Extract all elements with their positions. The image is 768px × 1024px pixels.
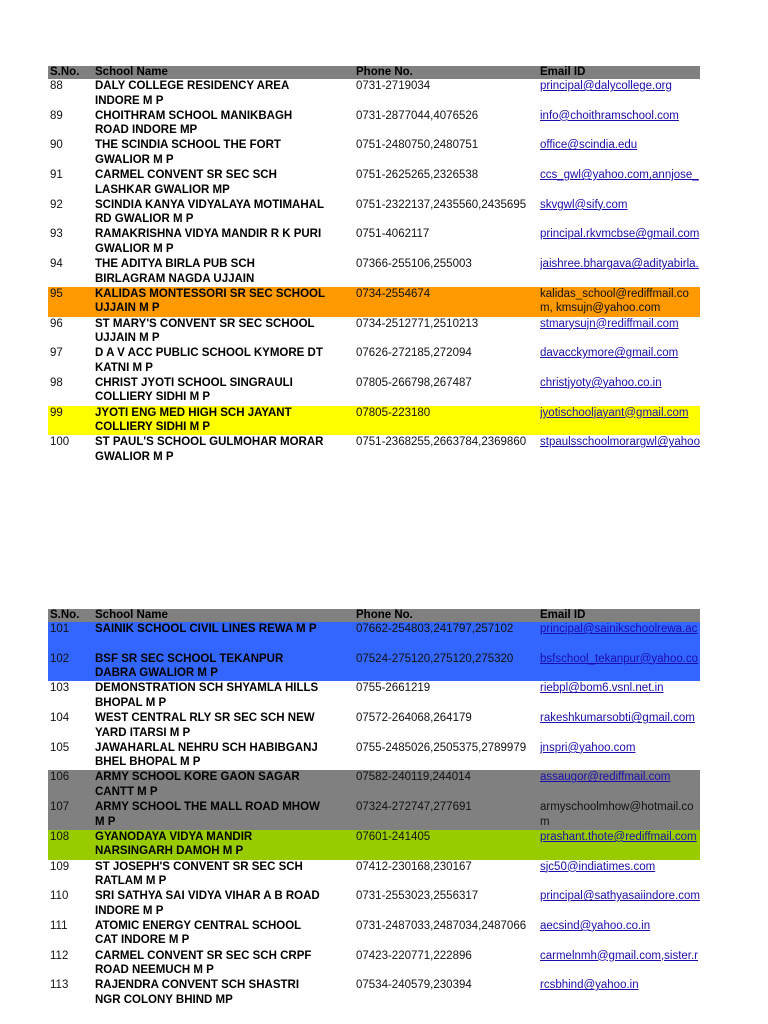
table-row <box>48 949 700 979</box>
table-row <box>48 889 700 919</box>
cell-school-name: CHOITHRAM SCHOOL MANIKBAGH ROAD INDORE MP <box>95 109 293 137</box>
school-table-1 <box>48 66 700 465</box>
cell-school-name: WEST CENTRAL RLY SR SEC SCH NEW YARD ITARSI M P <box>95 712 315 739</box>
cell-email[interactable]: riebpl@bom6.vsnl.net.in <box>540 682 664 695</box>
table-row <box>48 168 700 198</box>
cell-email[interactable]: principal@sainikschoolrewa.ac <box>540 623 698 635</box>
cell-phone: 0751-2368255,2663784,2369860 <box>356 436 527 449</box>
table-row <box>48 741 700 771</box>
school-table-2 <box>48 609 700 1008</box>
cell-school-name: CARMEL CONVENT SR SEC SCH CRPF ROAD NEEMUCH M P <box>95 949 312 977</box>
cell-email[interactable]: rakeshkumarsobti@gmail.com <box>540 712 695 725</box>
table-row <box>48 978 700 1008</box>
table-header <box>48 66 700 79</box>
cell-phone: 07412-230168,230167 <box>356 860 472 873</box>
cell-email: kalidas_school@rediffmail.co m, kmsujn@yahoo.com <box>540 287 689 315</box>
cell-school-name: KALIDAS MONTESSORI SR SEC SCHOOL UJJAIN M P <box>95 287 325 315</box>
cell-phone: 0731-2877044,4076526 <box>356 109 479 122</box>
cell-phone: 07324-272747,277691 <box>356 801 472 814</box>
table-row <box>48 287 700 317</box>
header-sno: S.No. <box>50 66 80 78</box>
cell-school-name: ST MARY'S CONVENT SR SEC SCHOOL UJJAIN M P <box>95 317 315 344</box>
cell-email[interactable]: christjyoty@yahoo.co.in <box>540 376 662 389</box>
cell-email[interactable]: jnspri@yahoo.com <box>540 741 636 754</box>
header-school-name: School Name <box>95 66 168 78</box>
cell-sno: 112 <box>50 949 69 962</box>
cell-phone: 0751-2625265,2326538 <box>356 169 479 182</box>
cell-phone: 0734-2512771,2510213 <box>356 317 479 330</box>
cell-school-name: BSF SR SEC SCHOOL TEKANPUR DABRA GWALIOR M P <box>95 652 284 680</box>
table-row <box>48 406 700 436</box>
cell-sno: 102 <box>50 652 70 665</box>
cell-sno: 100 <box>50 436 70 449</box>
cell-sno: 111 <box>50 919 68 932</box>
cell-school-name: DEMONSTRATION SCH SHYAMLA HILLS BHOPAL M P <box>95 682 319 709</box>
cell-phone: 07572-264068,264179 <box>356 712 472 725</box>
cell-phone: 07423-220771,222896 <box>356 949 472 962</box>
table-row <box>48 770 700 800</box>
cell-sno: 110 <box>50 890 69 903</box>
cell-email[interactable]: aecsind@yahoo.co.in <box>540 919 651 932</box>
cell-phone: 07805-266798,267487 <box>356 376 472 389</box>
table-row <box>48 711 700 741</box>
cell-sno: 106 <box>50 771 70 784</box>
cell-sno: 99 <box>50 406 63 419</box>
cell-phone: 07524-275120,275120,275320 <box>356 652 514 665</box>
cell-sno: 104 <box>50 712 70 725</box>
cell-phone: 0751-2480750,2480751 <box>356 139 479 152</box>
cell-phone: 07582-240119,244014 <box>356 771 471 784</box>
table-row <box>48 652 700 682</box>
cell-email[interactable]: stmarysujn@rediffmail.com <box>540 317 679 330</box>
cell-phone: 07662-254803,241797,257102 <box>356 623 514 635</box>
cell-school-name: D A V ACC PUBLIC SCHOOL KYMORE DT KATNI M P <box>95 347 323 374</box>
table-row <box>48 138 700 168</box>
table-row <box>48 227 700 257</box>
cell-email[interactable]: bsfschool_tekanpur@yahoo.co <box>540 652 699 665</box>
cell-school-name: THE SCINDIA SCHOOL THE FORT GWALIOR M P <box>95 139 281 166</box>
cell-email[interactable]: office@scindia.edu <box>540 139 638 152</box>
cell-phone: 07534-240579,230394 <box>356 979 472 992</box>
cell-email[interactable]: prashant.thote@rediffmail.com <box>540 830 697 843</box>
cell-school-name: GYANODAYA VIDYA MANDIR NARSINGARH DAMOH M P <box>95 830 253 858</box>
table-row <box>48 919 700 949</box>
cell-email[interactable]: carmelnmh@gmail.com,sister.r <box>540 949 699 962</box>
cell-phone: 07805-223180 <box>356 406 431 419</box>
cell-school-name: ARMY SCHOOL THE MALL ROAD MHOW M P <box>95 801 320 828</box>
cell-school-name: ST JOSEPH'S CONVENT SR SEC SCH RATLAM M P <box>95 860 303 887</box>
cell-sno: 93 <box>50 228 63 241</box>
cell-phone: 0734-2554674 <box>356 287 431 300</box>
cell-email[interactable]: principal.rkvmcbse@gmail.com <box>540 228 700 241</box>
cell-school-name: JYOTI ENG MED HIGH SCH JAYANT COLLIERY SIDHI M P <box>95 406 292 434</box>
table-row <box>48 257 700 287</box>
cell-email[interactable]: assaugor@rediffmail.com <box>540 771 671 784</box>
cell-school-name: JAWAHARLAL NEHRU SCH HABIBGANJ BHEL BHOPAL M P <box>95 741 318 769</box>
header-email: Email ID <box>540 609 586 621</box>
cell-school-name: SAINIK SCHOOL CIVIL LINES REWA M P <box>95 623 317 635</box>
cell-sno: 98 <box>50 376 63 389</box>
cell-sno: 91 <box>50 169 63 182</box>
cell-phone: 0751-2322137,2435560,2435695 <box>356 198 527 211</box>
cell-email[interactable]: ccs_gwl@yahoo.com,annjose_ <box>540 169 699 182</box>
cell-school-name: ATOMIC ENERGY CENTRAL SCHOOL CAT INDORE M P <box>95 919 301 947</box>
cell-sno: 96 <box>50 317 63 330</box>
cell-school-name: SRI SATHYA SAI VIDYA VIHAR A B ROAD INDORE M P <box>95 890 320 917</box>
table-row <box>48 198 700 228</box>
cell-email[interactable]: principal@sathyasaiindore.com <box>540 890 700 903</box>
header-phone: Phone No. <box>356 609 413 621</box>
cell-phone: 07601-241405 <box>356 830 431 843</box>
cell-sno: 105 <box>50 741 70 754</box>
cell-sno: 101 <box>50 623 70 635</box>
table-row <box>48 79 700 109</box>
table-row <box>48 681 700 711</box>
cell-school-name: THE ADITYA BIRLA PUB SCH BIRLAGRAM NAGDA UJJAIN <box>95 258 255 285</box>
cell-email[interactable]: davacckymore@gmail.com <box>540 347 679 360</box>
cell-email[interactable]: rcsbhind@yahoo.in <box>540 979 639 992</box>
cell-school-name: CARMEL CONVENT SR SEC SCH LASHKAR GWALIOR MP <box>95 169 277 196</box>
cell-school-name: CHRIST JYOTI SCHOOL SINGRAULI COLLIERY SIDHI M P <box>95 376 293 404</box>
cell-school-name: DALY COLLEGE RESIDENCY AREA INDORE M P <box>95 80 289 107</box>
cell-email[interactable]: jyotischooljayant@gmail.com <box>540 406 689 419</box>
cell-email: armyschoolmhow@hotmail.co m <box>540 801 694 828</box>
cell-email[interactable]: principal@dalycollege.org <box>540 80 672 92</box>
cell-sno: 108 <box>50 830 70 843</box>
cell-school-name: ST PAUL'S SCHOOL GULMOHAR MORAR GWALIOR M P <box>95 436 324 463</box>
cell-email[interactable]: skvgwl@sify.com <box>540 198 628 211</box>
cell-sno: 88 <box>50 80 63 92</box>
cell-school-name: SCINDIA KANYA VIDYALAYA MOTIMAHAL RD GWALIOR M P <box>95 198 324 226</box>
cell-sno: 94 <box>50 258 63 271</box>
table-header <box>48 609 700 622</box>
cell-phone: 0731-2553023,2556317 <box>356 890 479 903</box>
cell-phone: 0755-2661219 <box>356 682 431 695</box>
cell-email[interactable]: stpaulsschoolmorargwl@yahoo <box>540 436 700 449</box>
cell-sno: 95 <box>50 287 63 300</box>
cell-email[interactable]: info@choithramschool.com <box>540 109 679 122</box>
cell-sno: 89 <box>50 109 63 122</box>
cell-school-name: ARMY SCHOOL KORE GAON SAGAR CANTT M P <box>95 771 300 798</box>
cell-phone: 0731-2487033,2487034,2487066 <box>356 919 527 932</box>
table-row <box>48 800 700 830</box>
table-row <box>48 376 700 406</box>
table-row <box>48 830 700 860</box>
cell-school-name: RAMAKRISHNA VIDYA MANDIR R K PURI GWALIOR M P <box>95 228 322 255</box>
header-sno: S.No. <box>50 609 80 621</box>
header-email: Email ID <box>540 66 586 78</box>
cell-phone: 0751-4062117 <box>356 228 430 241</box>
header-school-name: School Name <box>95 609 168 621</box>
header-phone: Phone No. <box>356 66 413 78</box>
cell-email[interactable]: jaishree.bhargava@adityabirla. <box>540 258 699 271</box>
cell-sno: 97 <box>50 347 63 360</box>
cell-phone: 0755-2485026,2505375,2789979 <box>356 741 527 754</box>
cell-phone: 07366-255106,255003 <box>356 258 472 271</box>
cell-sno: 107 <box>50 801 70 814</box>
table-row <box>48 435 700 465</box>
table-row <box>48 109 700 139</box>
cell-sno: 103 <box>50 682 70 695</box>
table-row <box>48 860 700 890</box>
cell-phone: 0731-2719034 <box>356 80 431 92</box>
cell-phone: 07626-272185,272094 <box>356 347 472 360</box>
table-row <box>48 346 700 376</box>
cell-school-name: RAJENDRA CONVENT SCH SHASTRI NGR COLONY BHIND MP <box>95 979 300 1006</box>
table-row <box>48 317 700 347</box>
cell-sno: 92 <box>50 198 63 211</box>
cell-sno: 90 <box>50 139 63 152</box>
table-row <box>48 622 700 652</box>
cell-sno: 109 <box>50 860 70 873</box>
cell-sno: 113 <box>50 979 69 992</box>
cell-email[interactable]: sjc50@indiatimes.com <box>540 860 656 873</box>
